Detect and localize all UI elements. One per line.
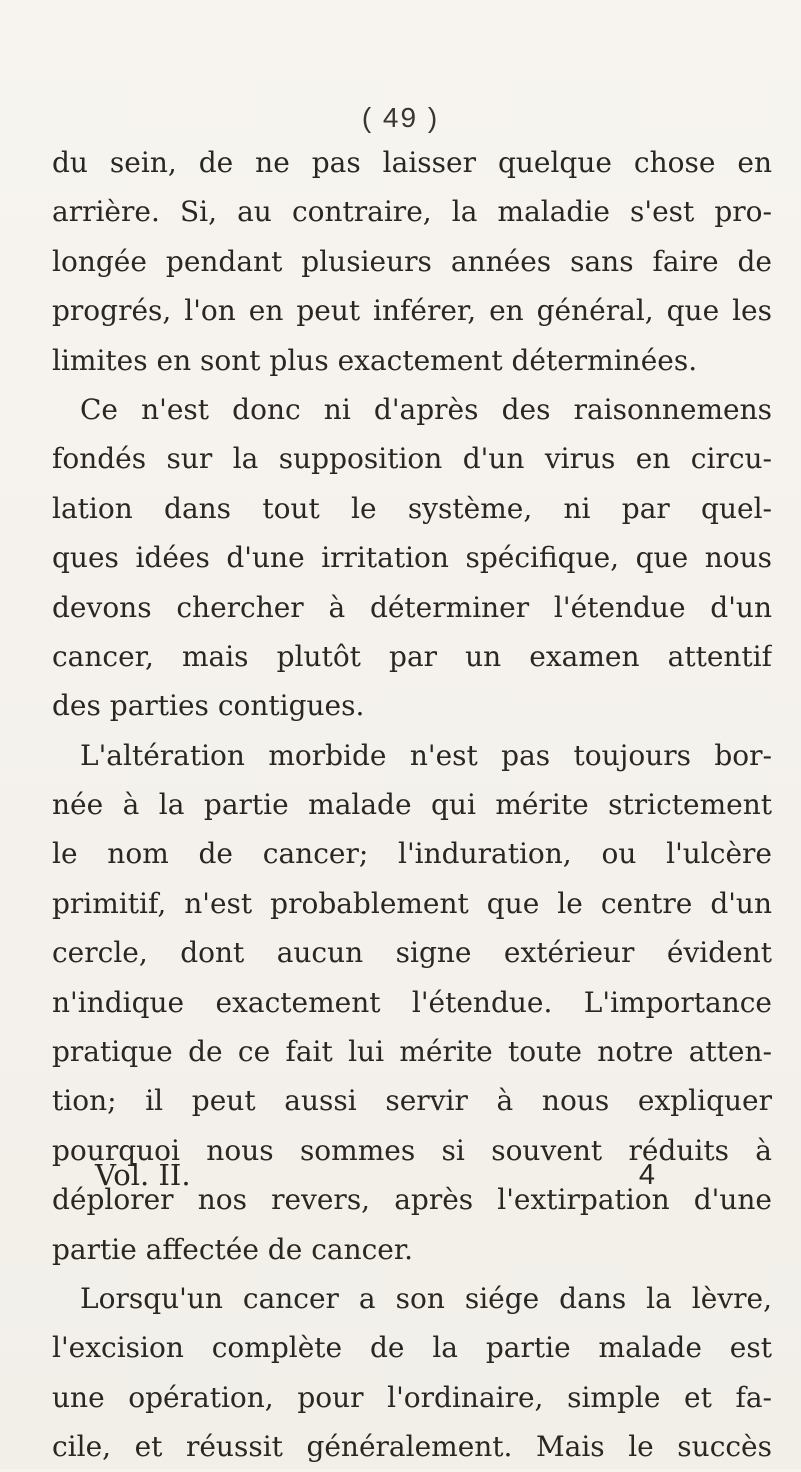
text-line: cile, et réussit généralement. Mais le succès <box>52 1430 772 1464</box>
text-line: le nom de cancer; l'induration, ou l'ulcère <box>52 837 772 871</box>
text-line: pourquoi nous sommes si souvent réduits à <box>52 1133 772 1167</box>
signature-mark: 4 <box>638 1159 655 1191</box>
text-line: Lorsqu'un cancer a son siége dans la lèvre, <box>80 1281 772 1315</box>
text-line: partie affectée de cancer. <box>52 1232 414 1266</box>
text-line: devons chercher à déterminer l'étendue d'un <box>52 590 772 624</box>
text-line: des parties contigues. <box>52 689 365 723</box>
text-line: fondés sur la supposition d'un virus en circu- <box>52 442 772 476</box>
text-line: née à la partie malade qui mérite strictement <box>52 788 772 822</box>
text-line: cercle, dont aucun signe extérieur évident <box>52 936 772 970</box>
text-line: l'excision complète de la partie malade est <box>52 1331 772 1365</box>
text-line: du sein, de ne pas laisser quelque chose en <box>52 146 772 179</box>
text-line: primitif, n'est probablement que le centre d'un <box>52 886 772 920</box>
text-line: déplorer nos revers, après l'extirpation d'une <box>52 1183 772 1217</box>
body-text <box>52 138 772 1472</box>
text-line: ques idées d'une irritation spécifique, que nous <box>52 541 772 575</box>
page-number: ( 49 ) <box>361 102 440 133</box>
text-line: n'indique exactement l'étendue. L'importance <box>52 985 772 1019</box>
text-line: Ce n'est donc ni d'après des raisonnemens <box>80 392 772 426</box>
text-line: longée pendant plusieurs années sans faire de <box>52 244 772 278</box>
volume-label: Vol. II. <box>95 1158 191 1192</box>
text-line: L'altération morbide n'est pas toujours bor- <box>80 738 772 772</box>
text-line: arrière. Si, au contraire, la maladie s'est pro- <box>52 195 772 229</box>
text-line: lation dans tout le système, ni par quel- <box>52 491 772 525</box>
signature-line <box>95 1150 655 1200</box>
text-line: progrés, l'on en peut inférer, en général, que les <box>52 294 772 328</box>
text-line: limites en sont plus exactement déterminées. <box>52 343 698 377</box>
text-line: pratique de ce fait lui mérite toute notre atten- <box>52 1035 772 1069</box>
text-line: tion; il peut aussi servir à nous expliquer <box>52 1084 772 1118</box>
text-line: cancer, mais plutôt par un examen attentif <box>52 639 772 673</box>
text-line: une opération, pour l'ordinaire, simple et fa- <box>52 1380 772 1414</box>
